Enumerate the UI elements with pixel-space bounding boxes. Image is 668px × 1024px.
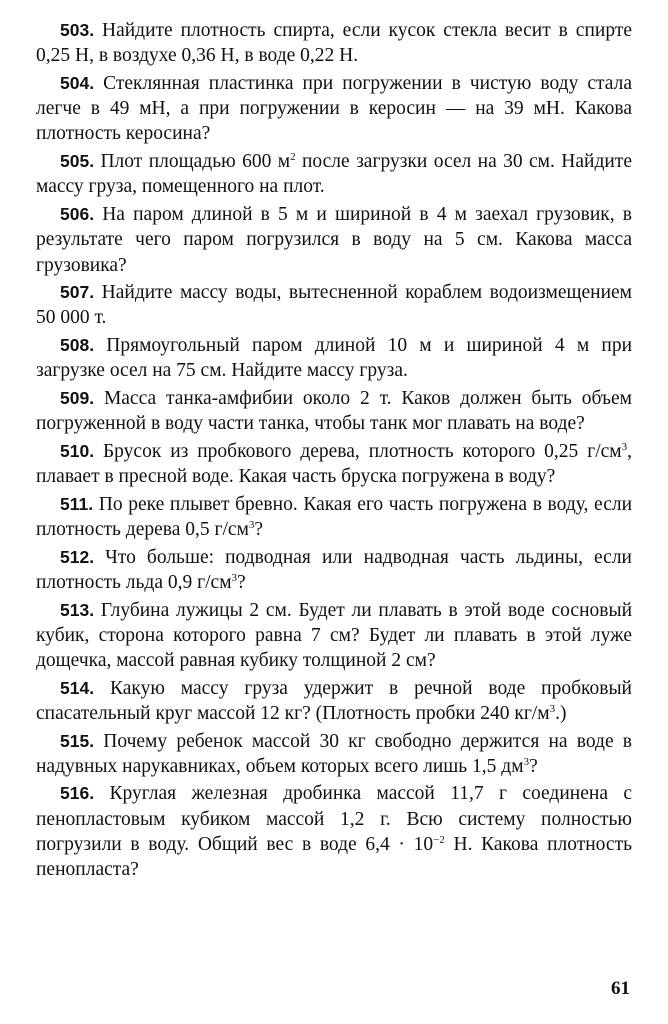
problem-number: 512. [60,546,95,567]
problem-text-end: после загрузки осел на 30 см. Найдите массу груза, помещенного на плот. [36,151,633,198]
problem-text-end: ? [254,519,264,541]
problem-number: 504. [60,72,95,93]
superscript: 2 [290,151,296,164]
problem-number: 513. [60,599,95,620]
problem-text: Что больше: подводная или надводная часть льдины, если плотность льда 0,9 г/см [36,546,632,593]
problem-text: Плот площадью 600 м [100,151,291,173]
problem-text: Найдите плотность спирта, если кусок стекла весит в спирте 0,25 Н, в воздухе 0,36 Н, в воде 0,22 Н. [36,20,632,67]
superscript: −2 [433,834,445,847]
page-number: 61 [611,978,630,999]
problem-511 [36,492,632,543]
problem-text-end: Н. Какова плотность пенопласта? [36,834,632,881]
problem-516 [36,781,632,882]
problem-510 [36,439,632,490]
problem-text: Стеклянная пластинка при погружении в чистую воду стала легче в 49 мН, а при погружении в керосин — на 39 мН. Какова плотность керосина? [36,72,633,145]
problem-number: 510. [60,440,95,461]
problem-text: Глубина лужицы 2 см. Будет ли плавать в этой воде сосновый кубик, сторона которого равна 7 см? Будет ли плавать в этой луже дощечка, массой равная кубику толщиной 2 см? [36,599,632,672]
problem-512 [36,545,632,596]
problem-number: 506. [60,203,95,224]
superscript: 3 [621,440,628,453]
problem-list [36,18,632,885]
problem-text: Найдите массу воды, вытесненной кораблем водоизмещением 50 000 т. [36,282,633,329]
problem-text: Прямоугольный паром длиной 10 м и шириной 4 м при загрузке осел на 75 см. Найдите массу груза. [36,335,633,382]
problem-text-end: ? [529,755,538,777]
superscript: 3 [523,755,530,768]
problem-number: 508. [60,335,95,356]
problem-text: Почему ребенок массой 30 кг свободно держится на воде в надувных нарукавниках, объем которых всего лишь 1,5 дм [36,730,633,777]
problem-text: Масса танка-амфибии около 2 т. Каков должен быть объем погруженной в воду части танка, чтобы танк мог плавать на воде? [36,387,633,435]
problem-504 [36,71,632,147]
problem-508 [36,333,632,384]
problem-text: Брусок из пробкового дерева, плотность которого 0,25 г/см [102,440,622,462]
problem-text-end: .) [555,702,567,724]
problem-505 [36,149,632,200]
problem-text: Круглая железная дробинка массой 11,7 г соединена с пенопластовым кубиком массой 1,2 г. Всю систему полностью погрузили в воду. Общий вес в воде 6,4 · 10 [36,783,632,856]
problem-514 [36,676,632,727]
problem-number: 507. [60,282,95,303]
superscript: 3 [549,702,556,715]
problem-515 [36,729,632,780]
problem-506 [36,202,632,278]
problem-507 [36,280,632,331]
problem-number: 515. [60,730,95,751]
problem-number: 514. [60,677,95,698]
problem-text: Какую массу груза удержит в речной воде пробковый спасательный круг массой 12 кг? (Плотность пробки 240 кг/м [36,677,632,724]
problem-503 [36,18,632,69]
problem-number: 503. [60,20,95,40]
problem-text: По реке плывет бревно. Какая его часть погружена в воду, если плотность дерева 0,5 г/см [36,493,633,541]
problem-text-end: ? [237,571,246,593]
superscript: 3 [231,571,238,584]
problem-number: 511. [60,493,94,514]
problem-number: 509. [60,387,95,408]
problem-number: 505. [60,151,95,172]
problem-text: На паром длиной в 5 м и шириной в 4 м заехал грузовик, в результате чего паром погрузился в воду на 5 см. Какова масса грузовика? [36,203,632,276]
superscript: 3 [248,519,255,532]
problem-513 [36,598,632,674]
problem-509 [36,386,632,437]
problem-text-end: , плавает в пресной воде. Какая часть бруска погружена в воду? [36,440,632,488]
problem-number: 516. [60,783,95,804]
